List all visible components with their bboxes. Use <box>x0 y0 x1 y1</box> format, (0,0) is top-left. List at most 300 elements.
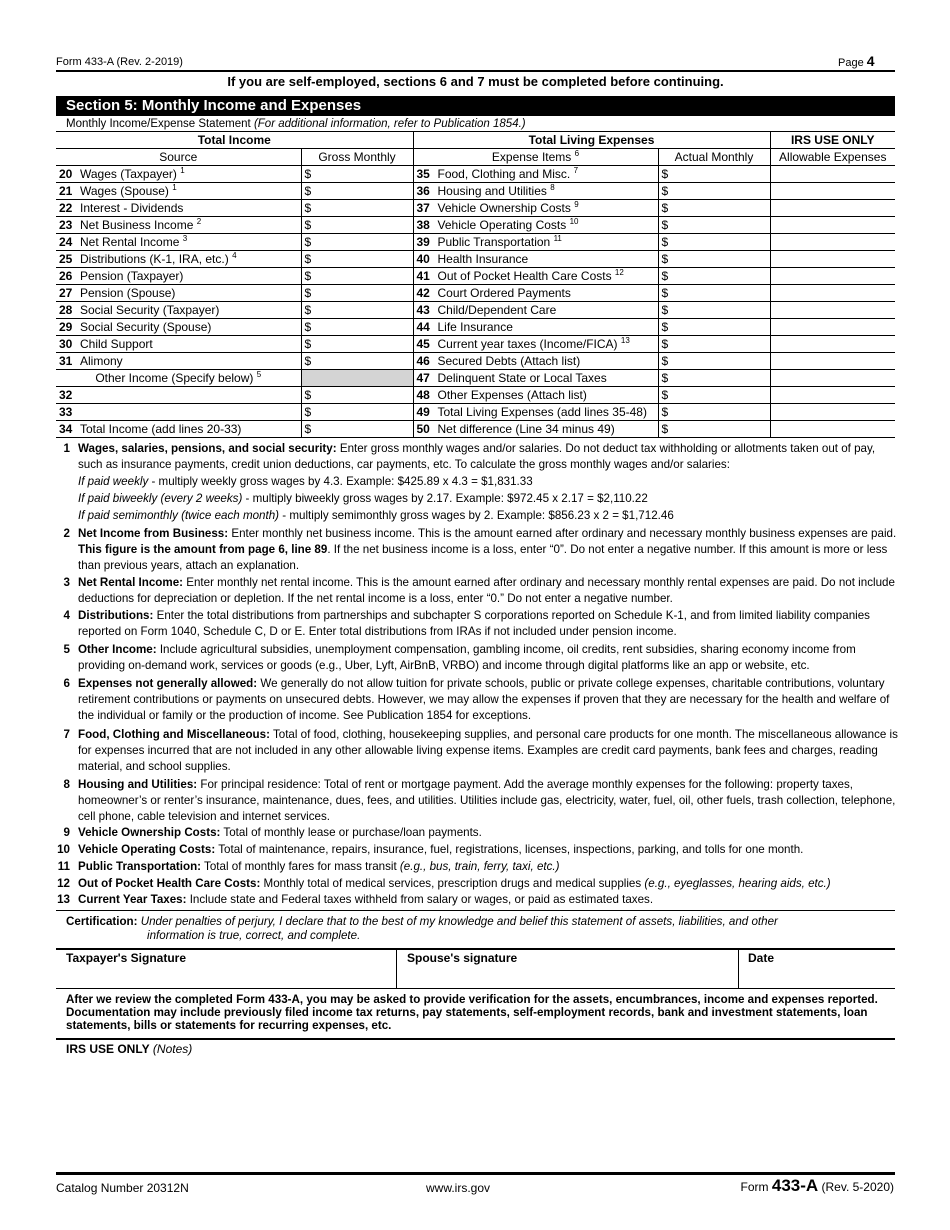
note-italic: (e.g., eyeglasses, hearing aids, etc.) <box>644 877 831 890</box>
gross-monthly-field[interactable] <box>301 200 413 217</box>
line-number: 28 <box>59 303 73 317</box>
line-number: 45 <box>416 337 430 351</box>
currency-symbol: $ <box>661 269 669 283</box>
currency-symbol: $ <box>661 320 669 334</box>
gross-monthly-field[interactable] <box>301 404 413 421</box>
other-income-label <box>56 370 301 387</box>
income-source <box>56 285 301 302</box>
currency-symbol: $ <box>304 235 312 249</box>
currency-symbol: $ <box>661 422 669 436</box>
line-number: 34 <box>59 422 73 436</box>
line-number: 42 <box>416 286 430 300</box>
note-text: Include state and Federal taxes withheld from salary or wages, or paid as estimated taxes. <box>186 893 654 906</box>
currency-symbol: $ <box>304 337 312 351</box>
note-8 <box>56 777 898 825</box>
gross-monthly-field[interactable] <box>301 319 413 336</box>
note-number: 12 <box>57 877 70 890</box>
income-label: Wages (Spouse) <box>80 184 169 198</box>
certification <box>66 915 891 943</box>
date-label: Date <box>748 951 775 965</box>
allowable-expense-field <box>770 251 895 268</box>
footnote-ref: 13 <box>620 336 630 345</box>
allowable-expense-field <box>770 387 895 404</box>
total-income-header: Total Income <box>56 132 413 149</box>
income-source <box>56 200 301 217</box>
sub-italic: If paid semimonthly (twice each month) <box>78 509 280 522</box>
actual-monthly-col-header: Actual Monthly <box>658 149 770 166</box>
irs-use-only-notes <box>66 1042 192 1056</box>
income-label: Distributions (K-1, IRA, etc.) <box>80 252 229 266</box>
gross-monthly-field[interactable] <box>301 234 413 251</box>
currency-symbol: $ <box>304 269 312 283</box>
expense-item <box>413 336 658 353</box>
income-source <box>56 336 301 353</box>
actual-monthly-field[interactable] <box>658 251 770 268</box>
note-heading: Other Income: <box>78 643 157 656</box>
currency-symbol: $ <box>304 405 312 419</box>
actual-monthly-field[interactable] <box>658 234 770 251</box>
actual-monthly-field[interactable] <box>658 404 770 421</box>
note-text: Include agricultural subsidies, unemployment compensation, gambling income, oil credits, rent subsidies, sharing economy income from providing on-demand work, services or goods (e.g., Uber, Lyft, AirBnB, VRBO) and income through digital platforms like an app or website, etc. <box>78 643 856 672</box>
section-subtitle <box>66 118 526 130</box>
actual-monthly-field[interactable] <box>658 319 770 336</box>
expense-item <box>413 370 658 387</box>
footnote-ref: 10 <box>569 217 579 226</box>
line-number: 36 <box>416 184 430 198</box>
actual-monthly-field[interactable] <box>658 387 770 404</box>
expense-item <box>413 353 658 370</box>
line-number: 35 <box>416 167 430 181</box>
gross-monthly-field[interactable] <box>301 268 413 285</box>
irs-notes-italic: (Notes) <box>152 1042 193 1056</box>
certification-rule <box>56 910 895 911</box>
sub-text: - multiply semimonthly gross wages by 2. Example: $856.23 x 2 = $1,712.46 <box>279 509 674 522</box>
income-source <box>56 387 301 404</box>
other-income-sup: 5 <box>256 370 262 379</box>
footnote-ref: 12 <box>614 268 624 277</box>
allowable-expense-field <box>770 285 895 302</box>
note-text: Enter the total distributions from partnerships and subchapter S corporations reported on Schedule K-1, and from limited liability companies reported on Form 1040, Schedule C, D or E. Enter total distributions from IRAs if not included under pension income. <box>78 609 870 638</box>
allowable-expense-field <box>770 302 895 319</box>
irs-notes-label: IRS USE ONLY <box>66 1042 150 1056</box>
review-notice: After we review the completed Form 433-A, you may be asked to provide verification for the assets, encumbrances, income and expenses reported. Documentation may include previously filed income tax returns, pay statements, self-employment records, bank and investment statements, loan statements, bills or statements for recurring expenses, etc. <box>66 993 878 1032</box>
note-heading: Food, Clothing and Miscellaneous: <box>78 728 270 741</box>
expense-items-sup: 6 <box>574 149 580 158</box>
note-number: 7 <box>63 728 70 741</box>
gross-monthly-field[interactable] <box>301 387 413 404</box>
line-number: 21 <box>59 184 73 198</box>
gross-monthly-field[interactable] <box>301 166 413 183</box>
allowable-expense-field <box>770 200 895 217</box>
line-number: 25 <box>59 252 73 266</box>
expense-item <box>413 200 658 217</box>
currency-symbol: $ <box>661 337 669 351</box>
line-number: 48 <box>416 388 430 402</box>
expense-label: Net difference (Line 34 minus 49) <box>437 422 615 436</box>
table-row <box>56 234 895 251</box>
note-heading: Wages, salaries, pensions, and social security: <box>78 442 337 455</box>
subtitle-text: Monthly Income/Expense Statement <box>66 118 251 130</box>
note-number: 5 <box>63 643 70 656</box>
expense-item <box>413 319 658 336</box>
expense-item <box>413 285 658 302</box>
income-label: Net Rental Income <box>80 235 180 249</box>
currency-symbol: $ <box>661 286 669 300</box>
currency-symbol: $ <box>304 184 312 198</box>
expense-item <box>413 387 658 404</box>
actual-monthly-field[interactable] <box>658 200 770 217</box>
expense-label: Food, Clothing and Misc. <box>437 167 571 181</box>
table-row <box>56 200 895 217</box>
subtitle-italic: (For additional information, refer to Publication 1854.) <box>253 118 526 130</box>
gross-monthly-field[interactable] <box>301 302 413 319</box>
note-heading: Public Transportation: <box>78 860 202 873</box>
note-text: For principal residence: Total of rent or mortgage payment. Add the average monthly expenses for the following: property taxes, homeowner’s or renter’s insurance, maintenance, dues, fees, and utilities. Utilities include gas, electricity, water, fuel, oil, other fuels, trash collection, telephone, cell phone, cable television and internet services. <box>78 778 896 823</box>
note-text: Total of maintenance, repairs, insurance, fuel, registrations, licenses, inspections, parking, and tolls for one month. <box>215 843 804 856</box>
allowable-expense-field <box>770 234 895 251</box>
gross-monthly-col-header: Gross Monthly <box>301 149 413 166</box>
expense-label: Total Living Expenses (add lines 35-48) <box>437 405 647 419</box>
footnote-ref: 11 <box>553 234 562 243</box>
line-number: 39 <box>416 235 430 249</box>
currency-symbol: $ <box>661 235 669 249</box>
self-employed-banner: If you are self-employed, sections 6 and 7 must be completed before continuing. <box>227 74 724 89</box>
expense-label: Court Ordered Payments <box>437 286 571 300</box>
sub-italic: If paid biweekly (every 2 weeks) <box>78 492 243 505</box>
note-11 <box>56 859 898 875</box>
note-text: Total of monthly lease or purchase/loan payments. <box>220 826 482 839</box>
gross-monthly-field[interactable] <box>301 251 413 268</box>
gross-monthly-shaded <box>301 370 413 387</box>
expense-item <box>413 404 658 421</box>
income-label: Interest - Dividends <box>80 201 184 215</box>
other-income-text: Other Income (Specify below) <box>95 371 254 385</box>
expense-label: Life Insurance <box>437 320 513 334</box>
table-row <box>56 387 895 404</box>
certification-text: Under penalties of perjury, I declare that to the best of my knowledge and belief this statement of assets, liabilities, and other <box>140 915 778 928</box>
footnote-ref: 1 <box>180 166 185 175</box>
expense-label: Other Expenses (Attach list) <box>437 388 587 402</box>
note-13 <box>56 892 898 908</box>
line-number: 32 <box>59 388 73 402</box>
note-heading: Net Income from Business: <box>78 527 229 540</box>
footnote-ref: 4 <box>232 251 237 260</box>
note-heading: Net Rental Income: <box>78 576 184 589</box>
note-text: Monthly total of medical services, prescription drugs and medical supplies <box>260 877 645 890</box>
actual-monthly-field[interactable] <box>658 421 770 438</box>
form-revision: Form 433-A (Rev. 2-2019) <box>56 56 183 68</box>
currency-symbol: $ <box>304 218 312 232</box>
currency-symbol: $ <box>304 320 312 334</box>
page-number-value: 4 <box>866 53 875 69</box>
note-3 <box>56 575 898 607</box>
actual-monthly-field[interactable] <box>658 166 770 183</box>
footnote-ref: 3 <box>182 234 188 243</box>
allowable-expense-field <box>770 217 895 234</box>
note-text: Enter monthly net business income. This is the amount earned after ordinary and necessary monthly business expenses are paid. <box>228 527 897 540</box>
allowable-expense-field <box>770 404 895 421</box>
income-label: Social Security (Spouse) <box>80 320 212 334</box>
expense-item <box>413 234 658 251</box>
note-7 <box>56 727 898 775</box>
note-heading: Current Year Taxes: <box>78 893 187 906</box>
note-4 <box>56 608 898 640</box>
footer-form-id <box>741 1176 894 1196</box>
table-row <box>56 421 895 438</box>
table-row <box>56 268 895 285</box>
line-number: 30 <box>59 337 73 351</box>
note-heading: Vehicle Ownership Costs: <box>78 826 221 839</box>
line-number: 40 <box>416 252 430 266</box>
line-number: 24 <box>59 235 73 249</box>
note-text: Total of food, clothing, housekeeping supplies, and personal care products for one month. The miscellaneous allowance is for expenses incurred that are not included in any other allowable living expense items. Examples are credit card payments, bank fees and charges, reading material, and school supplies. <box>78 728 898 773</box>
note-number: 3 <box>63 576 70 589</box>
income-source <box>56 234 301 251</box>
table-row <box>56 183 895 200</box>
footer-revision: (Rev. 5-2020) <box>821 1180 894 1194</box>
income-source <box>56 217 301 234</box>
note-1-semimonthly <box>78 508 674 524</box>
note-number: 2 <box>63 527 70 540</box>
note-number: 1 <box>63 442 70 455</box>
income-source <box>56 302 301 319</box>
total-living-expenses-header: Total Living Expenses <box>413 132 770 149</box>
note-text: Enter gross monthly wages and/or salaries. Do not deduct tax withholding or allotments taken out of pay, such as insurance payments, credit union deductions, car payments, etc. To calculate the gross monthly wages and/or salaries: <box>78 442 876 471</box>
note-6 <box>56 676 898 724</box>
note-heading: Vehicle Operating Costs: <box>78 843 216 856</box>
footnote-ref: 9 <box>574 200 579 209</box>
gross-monthly-field[interactable] <box>301 217 413 234</box>
income-source <box>56 404 301 421</box>
line-number: 49 <box>416 405 430 419</box>
expense-items-label: Expense Items <box>491 150 572 164</box>
table-row <box>56 353 895 370</box>
currency-symbol: $ <box>304 201 312 215</box>
footer-rule <box>56 1172 895 1175</box>
allowable-expense-field <box>770 421 895 438</box>
note-number: 11 <box>57 860 70 873</box>
note-9 <box>56 825 898 841</box>
currency-symbol: $ <box>661 371 669 385</box>
allowable-expense-field <box>770 268 895 285</box>
income-source <box>56 353 301 370</box>
expense-item <box>413 268 658 285</box>
income-source <box>56 251 301 268</box>
catalog-number: Catalog Number 20312N <box>56 1181 189 1195</box>
note-1-biweekly <box>78 491 648 507</box>
note-number: 6 <box>63 677 70 690</box>
line-number: 50 <box>416 422 430 436</box>
income-expense-table <box>56 132 895 438</box>
income-label: Total Income (add lines 20-33) <box>80 422 242 436</box>
expense-item <box>413 166 658 183</box>
actual-monthly-field[interactable] <box>658 268 770 285</box>
note-heading: Out of Pocket Health Care Costs: <box>78 877 261 890</box>
gross-monthly-field[interactable] <box>301 183 413 200</box>
expense-item <box>413 302 658 319</box>
actual-monthly-field[interactable] <box>658 336 770 353</box>
footnote-ref: 2 <box>196 217 202 226</box>
currency-symbol: $ <box>304 303 312 317</box>
income-label: Child Support <box>80 337 153 351</box>
expense-item <box>413 183 658 200</box>
currency-symbol: $ <box>661 354 669 368</box>
allowable-expense-field <box>770 353 895 370</box>
footnote-ref: 1 <box>172 183 177 192</box>
table-row <box>56 404 895 421</box>
expense-item <box>413 217 658 234</box>
table-row <box>56 285 895 302</box>
website: www.irs.gov <box>426 1181 491 1195</box>
footnote-ref: 8 <box>550 183 555 192</box>
gross-monthly-field[interactable] <box>301 285 413 302</box>
line-number: 31 <box>59 354 73 368</box>
currency-symbol: $ <box>661 218 669 232</box>
line-number: 41 <box>416 269 430 283</box>
expense-label: Public Transportation <box>437 235 551 249</box>
expense-label: Vehicle Operating Costs <box>437 218 567 232</box>
currency-symbol: $ <box>304 252 312 266</box>
spouse-signature-label: Spouse's signature <box>407 951 518 965</box>
income-source <box>56 421 301 438</box>
note-italic: (e.g., bus, train, ferry, taxi, etc.) <box>399 860 560 873</box>
note-emphasis: This figure is the amount from page 6, line 89 <box>78 543 328 556</box>
note-heading: Distributions: <box>78 609 154 622</box>
income-source <box>56 183 301 200</box>
actual-monthly-field[interactable] <box>658 285 770 302</box>
expense-label: Vehicle Ownership Costs <box>437 201 571 215</box>
currency-symbol: $ <box>661 184 669 198</box>
note-heading: Housing and Utilities: <box>78 778 198 791</box>
allowable-expenses-col-header: Allowable Expenses <box>770 149 895 166</box>
expense-label: Health Insurance <box>437 252 529 266</box>
line-number: 23 <box>59 218 73 232</box>
note-text: . If the net business income is a loss, enter “0”. Do not enter a negative number. If this amount is more or less than previous years, attach an explanation. <box>78 543 888 572</box>
line-number: 46 <box>416 354 430 368</box>
page-number <box>838 53 875 69</box>
income-label: Social Security (Taxpayer) <box>80 303 220 317</box>
income-source <box>56 268 301 285</box>
expense-label: Out of Pocket Health Care Costs <box>437 269 612 283</box>
irs-use-only-header: IRS USE ONLY <box>770 132 895 149</box>
allowable-expense-field <box>770 319 895 336</box>
sub-italic: If paid weekly <box>78 475 149 488</box>
table-row <box>56 166 895 183</box>
actual-monthly-field[interactable] <box>658 217 770 234</box>
allowable-expense-field <box>770 183 895 200</box>
table-row <box>56 251 895 268</box>
actual-monthly-field[interactable] <box>658 370 770 387</box>
line-number: 37 <box>416 201 430 215</box>
expense-items-col-header <box>413 149 658 166</box>
actual-monthly-field[interactable] <box>658 302 770 319</box>
note-text: Enter monthly net rental income. This is the amount earned after ordinary and necessary monthly rental expenses are paid. Do not include deductions for depreciation or depletion. If the net rental income is a loss, enter “0.” Do not enter a negative number. <box>78 576 895 605</box>
line-number: 22 <box>59 201 73 215</box>
expense-label: Secured Debts (Attach list) <box>437 354 581 368</box>
gross-monthly-field[interactable] <box>301 421 413 438</box>
note-heading: Expenses not generally allowed: <box>78 677 258 690</box>
note-2 <box>56 526 898 574</box>
footer-form-number: 433-A <box>771 1176 819 1195</box>
allowable-expense-field <box>770 336 895 353</box>
note-number: 4 <box>63 609 70 622</box>
currency-symbol: $ <box>304 354 312 368</box>
note-12 <box>56 876 898 892</box>
note-1 <box>56 441 898 473</box>
currency-symbol: $ <box>661 201 669 215</box>
expense-label: Child/Dependent Care <box>437 303 557 317</box>
taxpayer-signature-label: Taxpayer's Signature <box>66 951 187 965</box>
currency-symbol: $ <box>661 252 669 266</box>
expense-label: Delinquent State or Local Taxes <box>437 371 607 385</box>
income-source <box>56 319 301 336</box>
table-body <box>56 166 895 438</box>
line-number: 38 <box>416 218 430 232</box>
table-row <box>56 319 895 336</box>
actual-monthly-field[interactable] <box>658 183 770 200</box>
expense-label: Current year taxes (Income/FICA) <box>437 337 618 351</box>
income-label: Wages (Taxpayer) <box>80 167 177 181</box>
note-number: 9 <box>63 826 70 839</box>
header-rule <box>56 70 895 72</box>
note-text: Total of monthly fares for mass transit <box>201 860 400 873</box>
actual-monthly-field[interactable] <box>658 353 770 370</box>
expense-label: Housing and Utilities <box>437 184 547 198</box>
income-label: Pension (Taxpayer) <box>80 269 184 283</box>
line-number: 43 <box>416 303 430 317</box>
table-row <box>56 336 895 353</box>
note-10 <box>56 842 898 858</box>
expense-item <box>413 421 658 438</box>
note-text: We generally do not allow tuition for private schools, public or private college expenses, charitable contributions, voluntary retirement contributions or payments on unsecured debts. However, we may allow the expenses if proven that they are necessary for the health and welfare of the individual or family or the production of income. See Publication 1854 for exceptions. <box>78 677 890 722</box>
line-number: 27 <box>59 286 73 300</box>
signature-bottom-rule <box>56 988 895 989</box>
allowable-expense-field <box>770 370 895 387</box>
certification-label: Certification: <box>66 915 138 928</box>
expense-item <box>413 251 658 268</box>
line-number: 29 <box>59 320 73 334</box>
note-number: 10 <box>57 843 70 856</box>
note-number: 8 <box>63 778 70 791</box>
currency-symbol: $ <box>304 167 312 181</box>
table-row <box>56 217 895 234</box>
source-col-header: Source <box>56 149 301 166</box>
allowable-expense-field <box>770 166 895 183</box>
currency-symbol: $ <box>661 167 669 181</box>
income-source <box>56 166 301 183</box>
currency-symbol: $ <box>304 388 312 402</box>
income-label: Net Business Income <box>80 218 194 232</box>
page-label: Page <box>838 57 864 69</box>
currency-symbol: $ <box>661 303 669 317</box>
line-number: 26 <box>59 269 73 283</box>
gross-monthly-field[interactable] <box>301 353 413 370</box>
certification-text-cont: information is true, correct, and complete. <box>147 929 361 942</box>
gross-monthly-field[interactable] <box>301 336 413 353</box>
line-number: 20 <box>59 167 73 181</box>
line-number: 47 <box>416 371 430 385</box>
sub-text: - multiply weekly gross wages by 4.3. Example: $425.89 x 4.3 = $1,831.33 <box>148 475 533 488</box>
note-number: 13 <box>57 893 70 906</box>
footnote-ref: 7 <box>573 166 579 175</box>
currency-symbol: $ <box>304 286 312 300</box>
table-row <box>56 302 895 319</box>
income-label: Alimony <box>80 354 123 368</box>
currency-symbol: $ <box>661 388 669 402</box>
currency-symbol: $ <box>661 405 669 419</box>
section-title: Section 5: Monthly Income and Expenses <box>66 97 362 114</box>
line-number: 33 <box>59 405 73 419</box>
